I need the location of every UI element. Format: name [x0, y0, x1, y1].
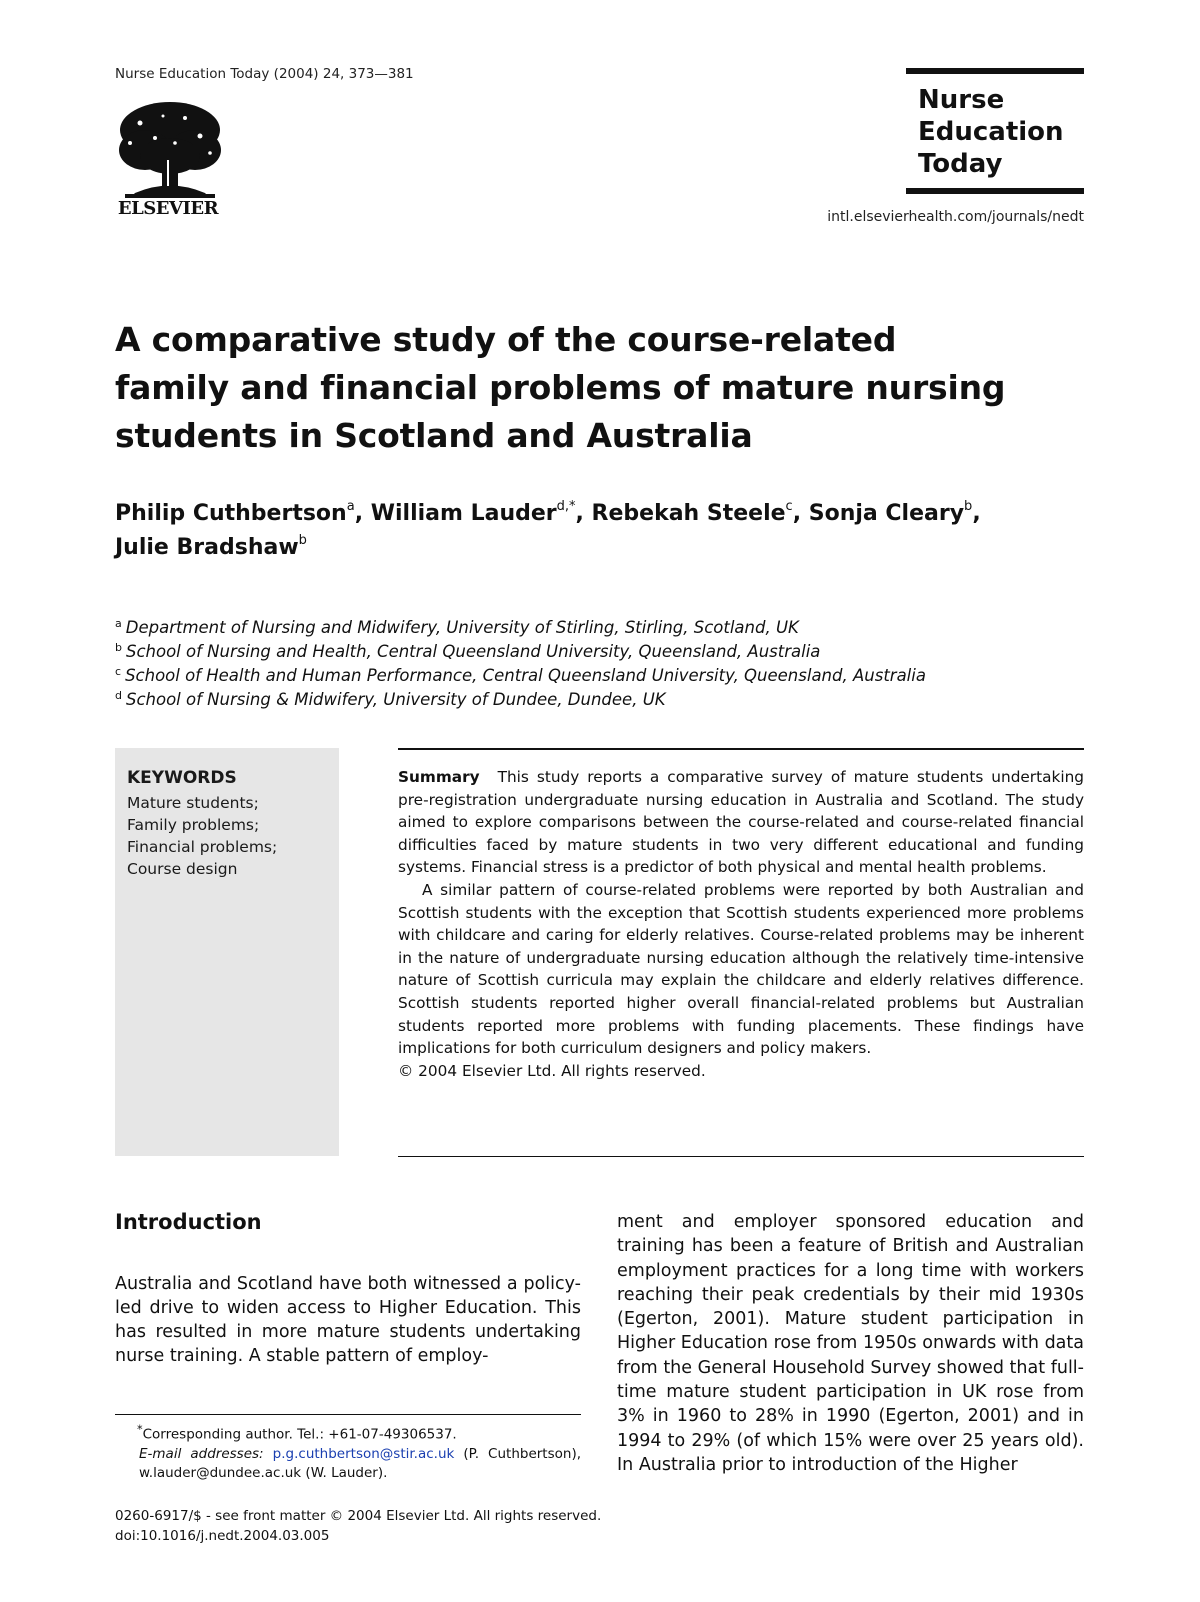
affiliation-item [115, 616, 926, 640]
affiliation-item [115, 688, 926, 712]
journal-citation: Nurse Education Today (2004) 24, 373—381 [115, 66, 414, 82]
abstract-copyright: © 2004 Elsevier Ltd. All rights reserved. [398, 1061, 706, 1080]
affiliation-key: a [115, 617, 122, 630]
footnote-corresponding-text: Corresponding author. Tel.: +61-07-49306537. [142, 1426, 457, 1443]
affiliation-key: c [115, 665, 122, 678]
author-name: Sonja Cleary [808, 501, 965, 526]
footnote-rule [115, 1414, 581, 1415]
author-name: Julie Bradshaw [115, 535, 299, 560]
email-link[interactable]: p.g.cuthbertson@stir.ac.uk [272, 1445, 455, 1462]
keyword-item: Financial problems; [127, 838, 278, 856]
author-list [115, 497, 1095, 565]
elsevier-logo [115, 98, 225, 223]
journal-title-line: Today [918, 149, 1003, 179]
author-affiliation-mark: c [785, 499, 793, 514]
author-separator: , [792, 501, 809, 526]
keywords-list [127, 792, 277, 880]
journal-title [918, 84, 1064, 180]
author-separator: , [354, 501, 371, 526]
footnote-emails [115, 1445, 581, 1483]
affiliation-list [115, 616, 926, 712]
author-name: Rebekah Steele [591, 501, 786, 526]
email-owner: (P. Cuthbertson), [463, 1445, 582, 1462]
affiliation-text: School of Nursing & Midwifery, University of Dundee, Dundee, UK [125, 690, 666, 709]
affiliation-text: School of Nursing and Health, Central Queensland University, Queensland, Australia [125, 642, 821, 661]
author-affiliation-mark: b [964, 499, 973, 514]
keyword-item: Family problems; [127, 816, 260, 834]
email-link[interactable]: w.lauder@dundee.ac.uk [139, 1464, 302, 1481]
author-affiliation-mark: b [298, 533, 307, 548]
keyword-item: Course design [127, 860, 238, 878]
author-separator: , [575, 501, 592, 526]
abstract [398, 766, 1084, 1082]
affiliation-key: d [115, 689, 122, 702]
elsevier-wordmark: ELSEVIER [117, 198, 219, 219]
author-affiliation-mark: a [346, 499, 355, 514]
affiliation-key: b [115, 641, 122, 654]
doi-line[interactable]: doi:10.1016/j.nedt.2004.03.005 [115, 1528, 330, 1544]
affiliation-text: Department of Nursing and Midwifery, University of Stirling, Stirling, Scotland, UK [125, 618, 799, 637]
abstract-paragraph [398, 766, 1084, 879]
journal-title-box [906, 68, 1084, 194]
keyword-item: Mature students; [127, 794, 259, 812]
abstract-paragraph: A similar pattern of course-related problems were reported by both Australian and Scottish students with the exception that Scottish students experienced more problems with childcare and caring for elderly relatives. Course-related problems may be inherent in the nature of undergraduate nursing education although the relatively time-intensive nature of Scottish curricula may explain the childcare and elderly relatives difference. Scottish students reported higher overall financial-related problems but Australian students reported more problems with funding placements. These findings have implications for both curriculum designers and policy makers. [398, 880, 1084, 1058]
footnote-star: * [137, 1423, 143, 1436]
section-heading-introduction: Introduction [115, 1210, 262, 1234]
article-title: A comparative study of the course-related family and financial problems of mature nursing students in Scotland and Australia [115, 320, 1006, 455]
author-affiliation-mark: d,* [556, 499, 576, 514]
email-label: E-mail addresses: [139, 1445, 264, 1462]
keywords-heading: KEYWORDS [127, 768, 237, 788]
abstract-top-rule [398, 748, 1084, 750]
affiliation-item [115, 640, 926, 664]
footnote-corresponding [115, 1420, 581, 1445]
author-name: Philip Cuthbertson [115, 501, 347, 526]
author-name: William Lauder [370, 501, 557, 526]
author-separator: , [972, 501, 981, 526]
affiliation-text: School of Health and Human Performance, Central Queensland University, Queensland, Australia [125, 666, 926, 685]
front-matter [115, 1506, 601, 1546]
email-owner: (W. Lauder). [305, 1464, 388, 1481]
journal-title-line: Education [918, 117, 1064, 147]
keywords-box [115, 748, 339, 1156]
journal-url-link[interactable]: intl.elsevierhealth.com/journals/nedt [827, 209, 1084, 225]
affiliation-item [115, 664, 926, 688]
abstract-bottom-rule [398, 1156, 1084, 1157]
abstract-text: This study reports a comparative survey of mature students undertaking pre-registration undergraduate nursing education in Australia and Scotland. The study aimed to explore comparisons between the course-related and course-related financial difficulties faced by mature students in two very different educational and funding systems. Financial stress is a predictor of both physical and mental health problems. [398, 768, 1084, 877]
abstract-label: Summary [398, 768, 480, 786]
body-column-left: Australia and Scotland have both witnessed a policy-led drive to widen access to Higher Education. This has resulted in more mature students undertaking nurse training. A stable pattern of employ- [115, 1274, 581, 1366]
body-column-right: ment and employer sponsored education and training has been a feature of British and Australian employment practices for a long time with workers reaching their peak credentials by their mid 1930s (Egerton, 2001). Mature student participation in Higher Education rose from 1950s onwards with data from the General Household Survey showed that full-time mature student participation in UK rose from 3% in 1960 to 28% in 1990 (Egerton, 2001) and in 1994 to 29% (of which 15% were over 25 years old). In Australia prior to introduction of the Higher [617, 1212, 1084, 1475]
footnote [115, 1420, 581, 1483]
issn-line: 0260-6917/$ - see front matter © 2004 Elsevier Ltd. All rights reserved. [115, 1508, 602, 1524]
journal-title-line: Nurse [918, 85, 1005, 115]
